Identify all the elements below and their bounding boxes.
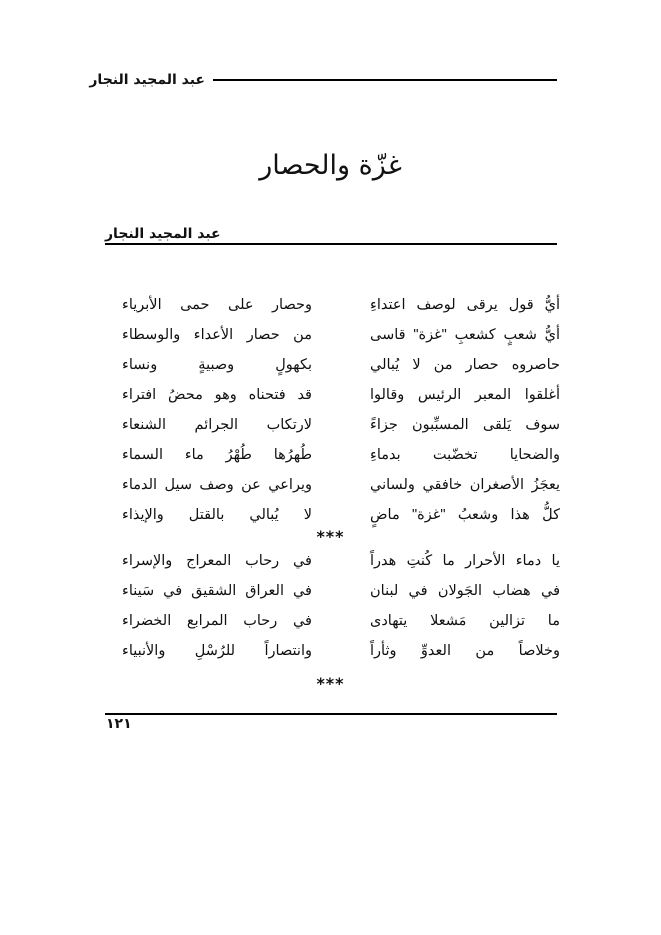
- verse-second-hemistich: في رحاب المعراج والإسراء: [122, 553, 312, 569]
- verse-second-hemistich: وحصار على حمى الأبرياء: [122, 297, 312, 313]
- verse-second-hemistich: قد فتحناه وهو محضُ افتراء: [122, 387, 312, 403]
- verse: [100, 380, 560, 410]
- stanza-separator: ***: [316, 527, 345, 546]
- verse-second-hemistich: في رحاب المرابع الخضراء: [122, 613, 312, 629]
- poem-title: غزّة والحصار: [259, 150, 402, 181]
- verse-first-hemistich: يعجَزُ الأصغران خافقي ولساني: [370, 477, 560, 493]
- stanza-2: [100, 546, 560, 666]
- verse-first-hemistich: حاصروه حصار من لا يُبالي: [370, 357, 560, 373]
- verse-second-hemistich: وانتصاراً للرُسْلِ والأنبياء: [122, 643, 312, 659]
- verse: [100, 290, 560, 320]
- stanza-1: [100, 290, 560, 530]
- verse-first-hemistich: أيُّ قول يرقى لوصف اعتداءِ: [370, 297, 560, 313]
- verse: [100, 350, 560, 380]
- running-header: [89, 68, 557, 92]
- verse: [100, 576, 560, 606]
- verse-first-hemistich: يا دماء الأحرار ما كُنتِ هدراً: [370, 553, 560, 569]
- verse: [100, 320, 560, 350]
- page-number: ١٢١: [106, 716, 132, 732]
- verse: [100, 470, 560, 500]
- stanza-separator: ***: [316, 674, 345, 693]
- verse-second-hemistich: من حصار الأعداء والوسطاء: [122, 327, 312, 343]
- verse: [100, 636, 560, 666]
- verse-second-hemistich: في العراق الشقيق في سَيناء: [122, 583, 312, 599]
- verse: [100, 500, 560, 530]
- running-header-author: عبد المجيد النجار: [89, 72, 205, 88]
- footer-rule: [105, 713, 557, 715]
- verse-second-hemistich: ويراعي عن وصف سيل الدماء: [122, 477, 312, 493]
- verse: [100, 440, 560, 470]
- verse-second-hemistich: طُهرُها طُهْرُ ماء السماء: [122, 447, 312, 463]
- byline: عبد المجيد النجار: [105, 226, 221, 242]
- header-rule: [213, 79, 557, 81]
- verse-first-hemistich: وخلاصاً من العدوِّ وثأراً: [370, 643, 560, 659]
- verse-second-hemistich: لارتكاب الجرائم الشنعاء: [122, 417, 312, 433]
- verse-second-hemistich: بكهولٍ وصبيةٍ ونساء: [122, 357, 312, 373]
- verse-first-hemistich: والضحايا تخضّبت بدماءِ: [370, 447, 560, 463]
- verse: [100, 606, 560, 636]
- byline-rule: [105, 243, 557, 245]
- verse-first-hemistich: ما تزالين مَشعلا يتهادى: [370, 613, 560, 629]
- verse-first-hemistich: في هضاب الجَولان في لبنان: [370, 583, 560, 599]
- verse: [100, 410, 560, 440]
- verse-first-hemistich: سوف يَلقى المسبِّبون جزاءً: [370, 417, 560, 433]
- verse-first-hemistich: أيُّ شعبٍ كشعبِ "غزة" قاسى: [370, 327, 560, 343]
- verse: [100, 546, 560, 576]
- verse-first-hemistich: أغلقوا المعبر الرئيس وقالوا: [370, 387, 560, 403]
- verse-first-hemistich: كلُّ هذا وشعبُ "غزة" ماضٍ: [370, 507, 560, 523]
- verse-second-hemistich: لا يُبالي بالقتل والإيذاء: [122, 507, 312, 523]
